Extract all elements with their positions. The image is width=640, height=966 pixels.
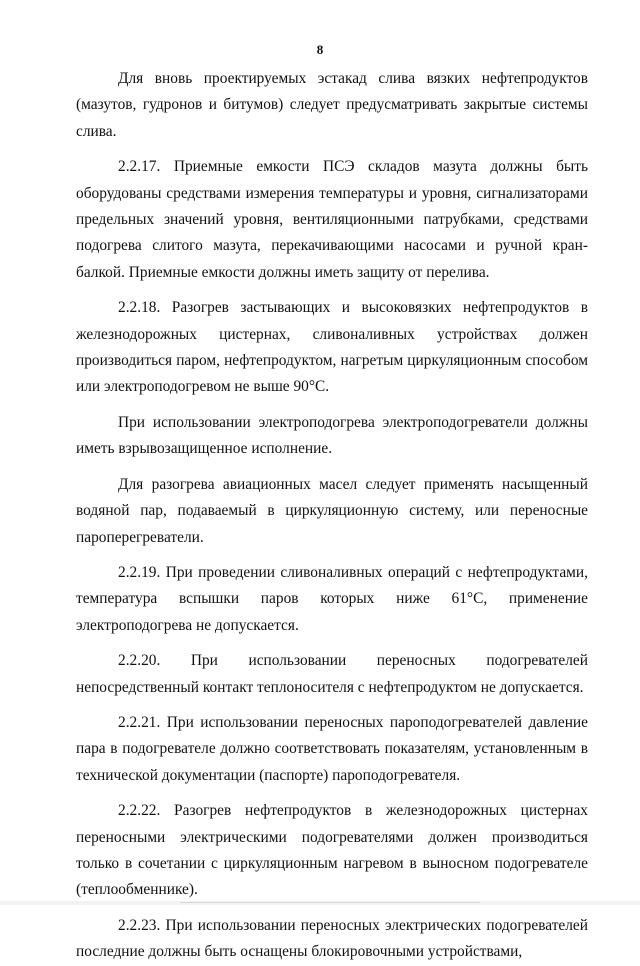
page-number: 8 — [316, 42, 324, 57]
paragraph-explosion-proof: При использовании электроподогрева электроподогреватели должны иметь взрывозащищенное исполнение. — [76, 413, 588, 458]
paragraph-aviation-oils: Для разогрева авиационных масел следует применять насыщенный водяной пар, подаваемый в циркуляционную систему, или переносные пароперегреватели. — [76, 475, 588, 546]
paragraph-2-2-20: 2.2.20. При использовании переносных подогревателей непосредственный контакт теплоносителя с нефтепродуктом не допускается. — [76, 652, 588, 696]
paragraph-2-2-23: 2.2.23. При использовании переносных электрических подогревателей последние должны быть оснащены блокировочными устройствами, — [76, 916, 588, 961]
document-body — [76, 66, 588, 966]
paragraph-2-2-19: 2.2.19. При проведении сливоналивных операций с нефтепродуктами, температура вспышки паров которых ниже 61°С, применение электроподогрева не допускается. — [76, 563, 588, 634]
paragraph-2-2-21: 2.2.21. При использовании переносных пароподогревателей давление пара в подогревателе должно соответствовать показателям, установленным в технической документации (паспорте) пароподогревателя. — [76, 713, 588, 784]
scan-artifact-line — [180, 902, 480, 903]
paragraph-closed-drain-systems: Для вновь проектируемых эстакад слива вязких нефтепродуктов (мазутов, гудронов и битумов) следует предусматривать закрытые системы слива. — [76, 70, 588, 140]
paragraph-2-2-17: 2.2.17. Приемные емкости ПСЭ складов мазута должны быть оборудованы средствами измерения температуры и уровня, сигнализаторами предельных значений уровня, вентиляционными патрубками, средствами подогрева слитого мазута, перекачивающими насосами и ручной кран-балкой. Приемные емкости должны иметь защиту от перелива. — [76, 158, 588, 281]
paragraph-2-2-22: 2.2.22. Разогрев нефтепродуктов в железнодорожных цистернах переносными электрическими подогревателями должен производиться только в сочетании с циркуляционным нагревом в выносном подогревателе (теплообменнике). — [76, 802, 588, 899]
paragraph-2-2-18: 2.2.18. Разогрев застывающих и высоковязких нефтепродуктов в железнодорожных цистернах, сливоналивных устройствах должен производиться паром, нефтепродуктом, нагретым циркуляционным способом или электроподогревом не выше 90°С. — [76, 299, 588, 396]
